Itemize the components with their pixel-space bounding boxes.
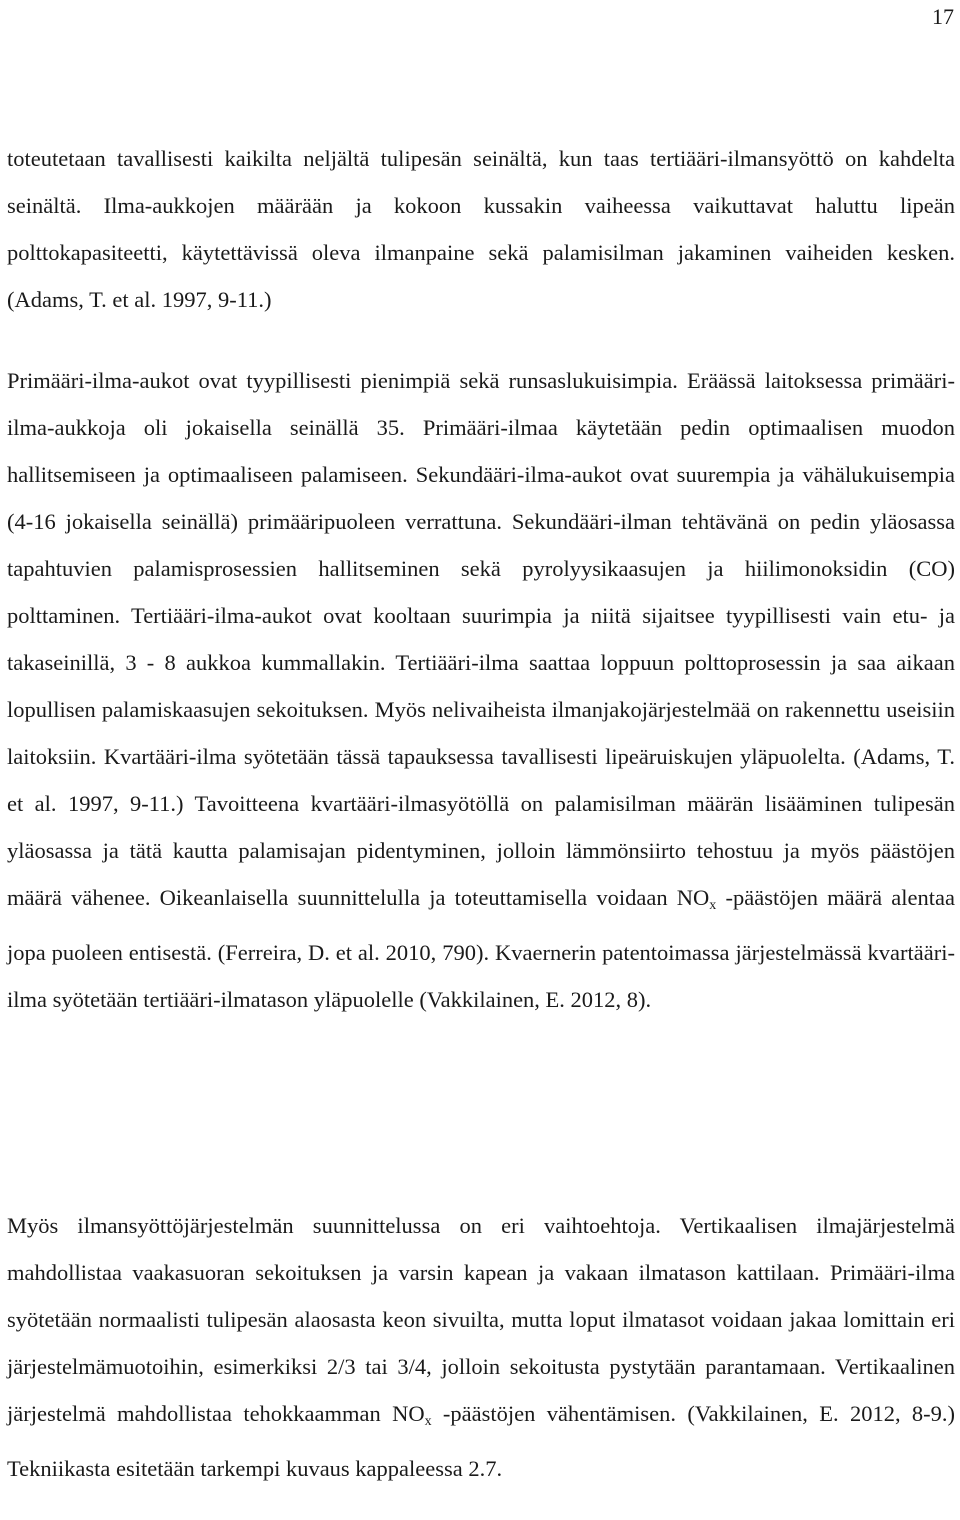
paragraph-air-feed-walls: toteutetaan tavallisesti kaikilta neljältä tulipesän seinältä, kun taas tertiääri-ilmansyöttö on kahdelta seinältä. Ilma-aukkojen määrään ja kokoon kussakin vaiheessa vaikuttavat haluttu lipeän polttokapasiteetti, käytettävissä oleva ilmanpaine sekä palamisilman jakaminen vaiheiden kesken. (Adams, T. et al. 1997, 9-11.): [7, 146, 955, 312]
paragraph-air-openings: [7, 357, 955, 1023]
paragraph-text: Myös ilmansyöttöjärjestelmän suunnittelussa on eri vaihtoehtoja. Vertikaalisen ilmajärjestelmä mahdollistaa vaakasuoran sekoituksen ja varsin kapean ja vakaan ilmatason kattilaan. Primääri-ilma syötetään normaalisti tulipesän alaosasta keon sivuilta, mutta loput ilmatasot voidaan jakaa lomittain eri järjestelmämuotoihin, esimerkiksi 2/3 tai 3/4, jolloin sekoitusta pystytään parantamaan. Vertikaalinen järjestelmä mahdollistaa tehokkaamman NO: [7, 1213, 955, 1426]
paragraph-text: -päästöjen määrä alentaa jopa puoleen entisestä. (Ferreira, D. et al. 2010, 790). Kvaernerin patentoimassa järjestelmässä kvartääri-ilma syötetään tertiääri-ilmatason yläpuolelle (Vakkilainen, E. 2012, 8).: [7, 885, 955, 1012]
page-number: 17: [932, 4, 954, 29]
subscript-x: x: [709, 898, 717, 913]
paragraph-vertical-air-system: [7, 1202, 955, 1492]
paragraph-text: Primääri-ilma-aukot ovat tyypillisesti pienimpiä sekä runsaslukuisimpia. Eräässä laitoksessa primääri-ilma-aukkoja oli jokaisella seinällä 35. Primääri-ilmaa käytetään pedin optimaalisen muodon hallitsemiseen ja optimaaliseen palamiseen. Sekundääri-ilma-aukot ovat suurempia ja vähälukuisempia (4-16 jokaisella seinällä) primääripuoleen verrattuna. Sekundääri-ilman tehtävänä on pedin yläosassa tapahtuvien palamisprosessien hallitseminen sekä pyrolyysikaasujen ja hiilimonoksidin (CO) polttaminen. Tertiääri-ilma-aukot ovat kooltaan suurimpia ja niitä sijaitsee tyypillisesti vain etu- ja takaseinillä, 3 - 8 aukkoa kummallakin. Tertiääri-ilma saattaa loppuun polttoprosessin ja saa aikaan lopullisen palamiskaasujen sekoituksen. Myös nelivaiheista ilmanjakojärjestelmää on rakennettu useisiin laitoksiin. Kvartääri-ilma syötetään tässä tapauksessa tavallisesti lipeäruiskujen yläpuolelta. (Adams, T. et al. 1997, 9-11.) Tavoitteena kvartääri-ilmasyötöllä on palamisilman määrän lisääminen tulipesän yläosassa ja tätä kautta palamisajan pidentyminen, jolloin lämmönsiirto tehostuu ja myös päästöjen määrä vähenee. Oikeanlaisella suunnittelulla ja toteuttamisella voidaan NO: [7, 368, 955, 910]
paragraph-text: -päästöjen vähentämisen. (Vakkilainen, E. 2012, 8-9.) Tekniikasta esitetään tarkempi kuvaus kappaleessa 2.7.: [7, 1401, 956, 1481]
subscript-x: x: [424, 1414, 432, 1429]
